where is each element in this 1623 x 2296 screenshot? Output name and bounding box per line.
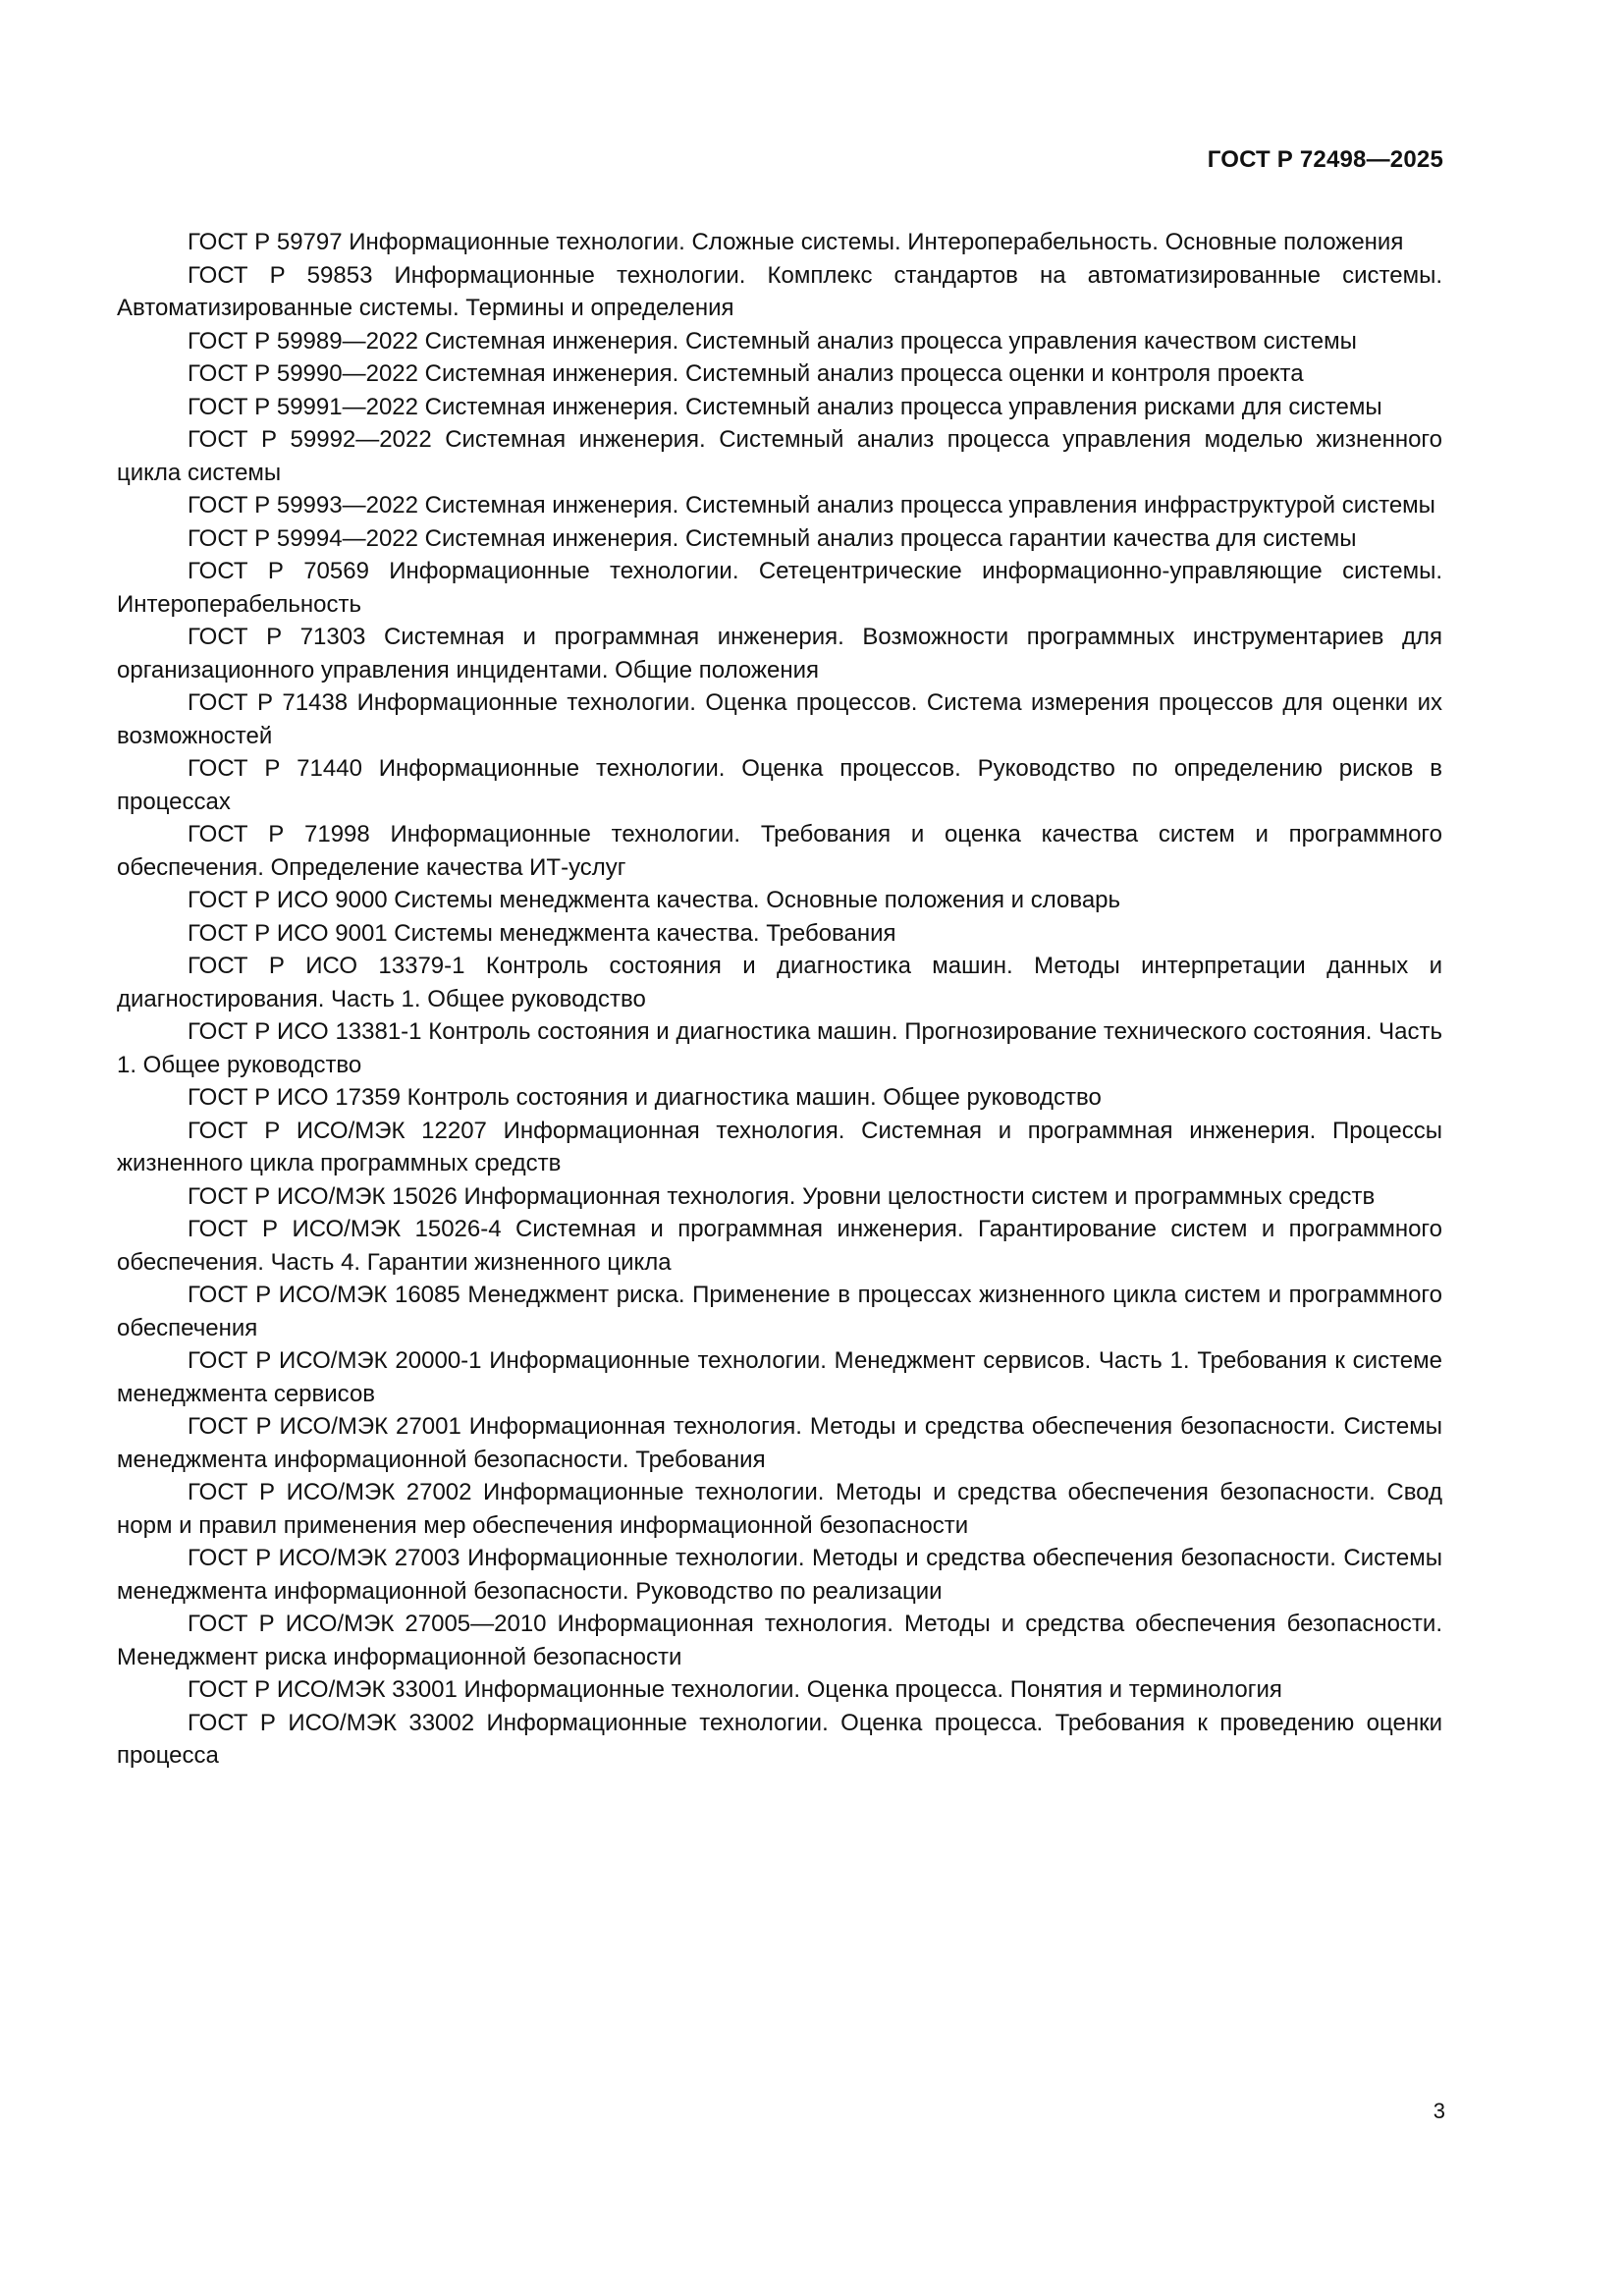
reference-entry: ГОСТ Р ИСО/МЭК 15026-4 Системная и программная инженерия. Гарантирование систем и программного обеспечения. Часть 4. Гарантии жизненного цикла — [117, 1216, 1442, 1276]
reference-entry: ГОСТ Р ИСО/МЭК 27002 Информационные технологии. Методы и средства обеспечения безопасности. Свод норм и правил применения мер обеспечения информационной безопасности — [117, 1479, 1442, 1539]
reference-entry: ГОСТ Р ИСО/МЭК 27005—2010 Информационная технология. Методы и средства обеспечения безопасности. Менеджмент риска информационной безопасности — [117, 1611, 1442, 1670]
page-number: 3 — [1433, 2099, 1445, 2123]
reference-entry: ГОСТ Р 70569 Информационные технологии. Сетецентрические информационно-управляющие системы. Интероперабельность — [117, 558, 1442, 618]
reference-entry: ГОСТ Р 59989—2022 Системная инженерия. Системный анализ процесса управления качеством системы — [188, 327, 1357, 355]
reference-entry: ГОСТ Р 71440 Информационные технологии. Оценка процессов. Руководство по определению рисков в процессах — [117, 755, 1442, 815]
reference-entry: ГОСТ Р 59994—2022 Системная инженерия. Системный анализ процесса гарантии качества для системы — [188, 524, 1357, 552]
reference-entry: ГОСТ Р 71303 Системная и программная инженерия. Возможности программных инструментариев для организационного управления инцидентами. Общие положения — [117, 624, 1442, 683]
reference-entry: ГОСТ Р ИСО/МЭК 16085 Менеджмент риска. Применение в процессах жизненного цикла систем и программного обеспечения — [117, 1282, 1442, 1341]
reference-entry: ГОСТ Р ИСО 13381-1 Контроль состояния и диагностика машин. Прогнозирование технического состояния. Часть 1. Общее руководство — [117, 1018, 1442, 1078]
reference-entry: ГОСТ Р 71998 Информационные технологии. Требования и оценка качества систем и программного обеспечения. Определение качества ИТ-услуг — [117, 821, 1442, 881]
reference-entry: ГОСТ Р ИСО/МЭК 20000-1 Информационные технологии. Менеджмент сервисов. Часть 1. Требования к системе менеджмента сервисов — [117, 1347, 1442, 1407]
reference-entry: ГОСТ Р 59853 Информационные технологии. Комплекс стандартов на автоматизированные системы. Автоматизированные системы. Термины и определения — [117, 261, 1442, 321]
reference-entry: ГОСТ Р ИСО 13379-1 Контроль состояния и диагностика машин. Методы интерпретации данных и диагностирования. Часть 1. Общее руководство — [117, 953, 1442, 1012]
reference-entry: ГОСТ Р 59992—2022 Системная инженерия. Системный анализ процесса управления моделью жизненного цикла системы — [117, 426, 1442, 486]
reference-entry: ГОСТ Р ИСО/МЭК 27003 Информационные технологии. Методы и средства обеспечения безопасности. Системы менеджмента информационной безопасности. Руководство по реализации — [117, 1545, 1442, 1605]
reference-entry: ГОСТ Р 71438 Информационные технологии. Оценка процессов. Система измерения процессов для оценки их возможностей — [117, 689, 1442, 749]
normative-references-list — [117, 226, 1442, 1773]
reference-entry: ГОСТ Р ИСО/МЭК 33001 Информационные технологии. Оценка процесса. Понятия и терминология — [188, 1676, 1282, 1703]
document-code-header: ГОСТ Р 72498—2025 — [1207, 146, 1443, 173]
reference-entry: ГОСТ Р ИСО/МЭК 33002 Информационные технологии. Оценка процесса. Требования к проведению оценки процесса — [117, 1709, 1442, 1769]
reference-entry: ГОСТ Р ИСО/МЭК 15026 Информационная технология. Уровни целостности систем и программных средств — [188, 1182, 1376, 1210]
reference-entry: ГОСТ Р ИСО 9001 Системы менеджмента качества. Требования — [188, 919, 896, 947]
reference-entry: ГОСТ Р ИСО 17359 Контроль состояния и диагностика машин. Общее руководство — [188, 1084, 1102, 1111]
reference-entry: ГОСТ Р ИСО/МЭК 12207 Информационная технология. Системная и программная инженерия. Процессы жизненного цикла программных средств — [117, 1117, 1442, 1176]
reference-entry: ГОСТ Р 59993—2022 Системная инженерия. Системный анализ процесса управления инфраструктурой системы — [188, 492, 1435, 519]
reference-entry: ГОСТ Р 59797 Информационные технологии. Сложные системы. Интероперабельность. Основные положения — [188, 229, 1404, 255]
reference-entry: ГОСТ Р 59990—2022 Системная инженерия. Системный анализ процесса оценки и контроля проекта — [188, 360, 1304, 387]
reference-entry: ГОСТ Р 59991—2022 Системная инженерия. Системный анализ процесса управления рисками для системы — [188, 393, 1382, 420]
reference-entry: ГОСТ Р ИСО 9000 Системы менеджмента качества. Основные положения и словарь — [188, 887, 1121, 913]
reference-entry: ГОСТ Р ИСО/МЭК 27001 Информационная технология. Методы и средства обеспечения безопасности. Системы менеджмента информационной безопасности. Требования — [117, 1413, 1442, 1473]
